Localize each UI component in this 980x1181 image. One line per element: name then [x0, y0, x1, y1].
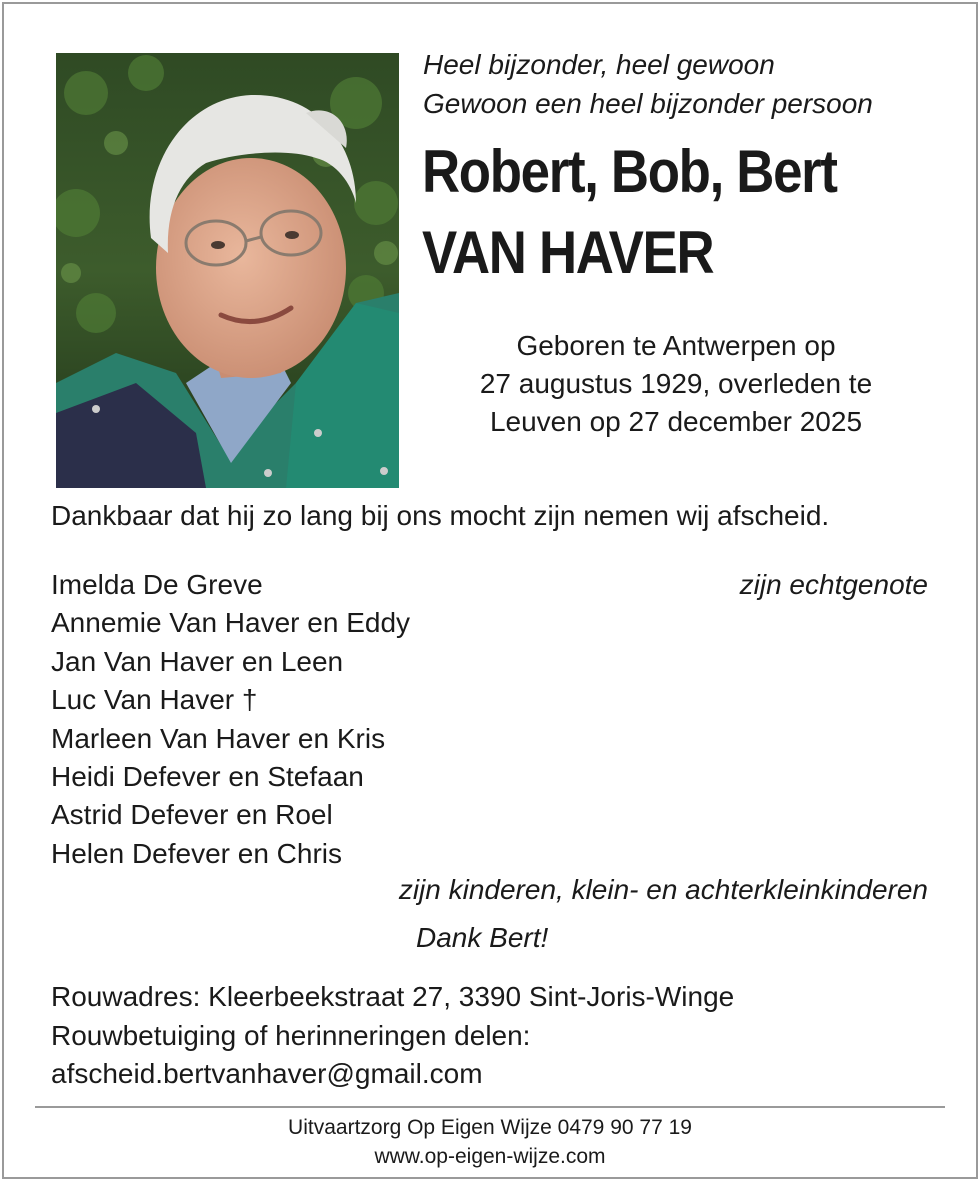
deceased-first-names: Robert, Bob, Bert	[422, 138, 837, 205]
condolence-label: Rouwbetuiging of herinneringen delen:	[51, 1019, 531, 1051]
family-member: Luc Van Haver †	[51, 684, 258, 716]
birth-line-3: Leuven op 27 december 2025	[489, 406, 863, 437]
family-list	[51, 566, 410, 873]
motto-line-1: Heel bijzonder, heel gewoon	[423, 49, 775, 80]
family-member: Marleen Van Haver en Kris	[51, 722, 386, 754]
spouse-role: zijn echtgenote	[739, 569, 928, 600]
motto-line-2: Gewoon een heel bijzonder persoon	[423, 88, 873, 119]
deceased-last-name: VAN HAVER	[422, 219, 714, 286]
contact-info	[51, 978, 734, 1094]
funeral-company: Uitvaartzorg Op Eigen Wijze 0479 90 77 19	[288, 1116, 692, 1139]
family-member: Astrid Defever en Roel	[51, 799, 333, 831]
birth-line-2: 27 augustus 1929, overleden te	[479, 368, 873, 399]
closing-thanks: Dank Bert!	[416, 922, 549, 953]
birth-line-1: Geboren te Antwerpen op	[516, 330, 836, 361]
family-member: Imelda De Greve	[51, 569, 263, 600]
family-member: Jan Van Haver en Leen	[51, 645, 344, 677]
family-member: Annemie Van Haver en Eddy	[51, 607, 411, 639]
footer-divider	[35, 1106, 945, 1108]
thanks-line: Dankbaar dat hij zo lang bij ons mocht zijn nemen wij afscheid.	[51, 500, 830, 531]
portrait-photo	[56, 53, 399, 488]
funeral-website[interactable]: www.op-eigen-wijze.com	[374, 1145, 606, 1168]
children-role: zijn kinderen, klein- en achterkleinkinderen	[398, 874, 928, 905]
condolence-email[interactable]: afscheid.bertvanhaver@gmail.com	[51, 1058, 483, 1089]
family-member: Helen Defever en Chris	[51, 837, 343, 869]
family-member: Heidi Defever en Stefaan	[51, 761, 364, 793]
footer	[0, 1113, 980, 1171]
motto	[423, 45, 873, 123]
mourning-address: Rouwadres: Kleerbeekstraat 27, 3390 Sint-Joris-Winge	[51, 981, 735, 1012]
birth-death-info	[420, 327, 932, 441]
